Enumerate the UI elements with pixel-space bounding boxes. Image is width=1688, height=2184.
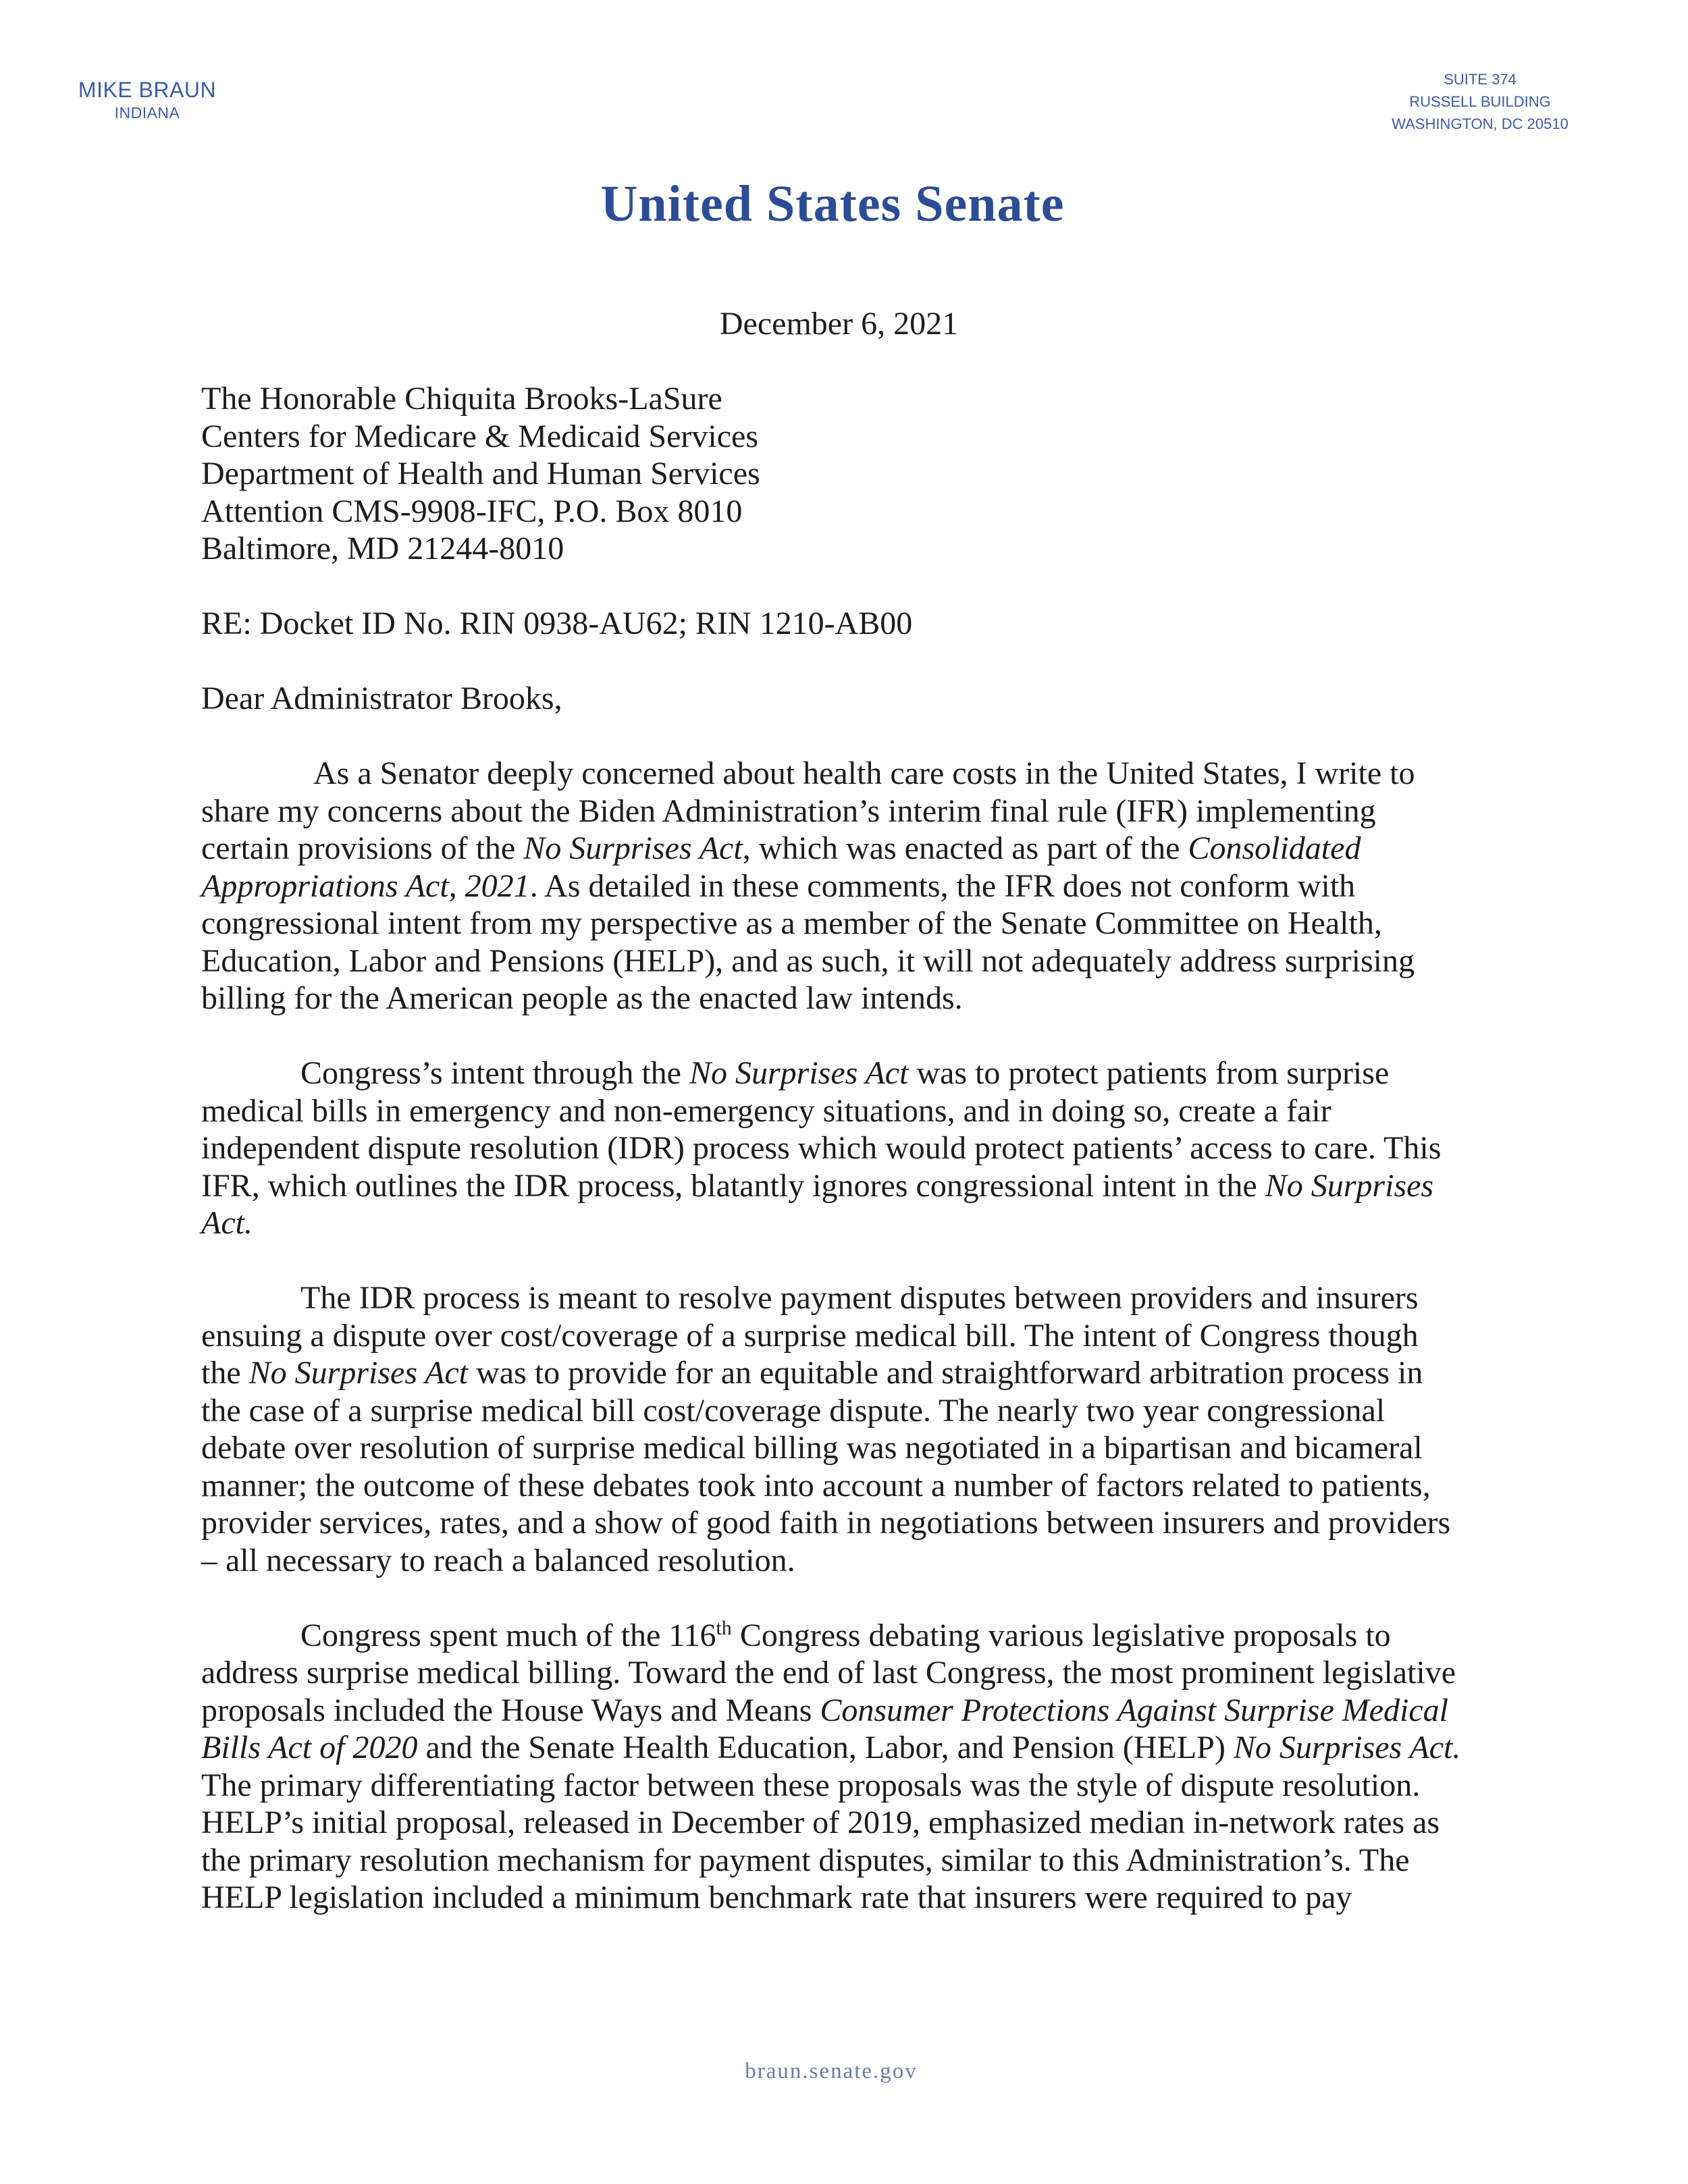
italic-text: No Surprises: [1265, 1167, 1434, 1204]
text-run: medical bills in emergency and non-emergency situations, and in doing so, create a fair: [201, 1092, 1331, 1129]
text-run: debate over resolution of surprise medical billing was negotiated in a bipartisan and bicameral: [201, 1430, 1423, 1466]
paragraph-line: [201, 1879, 1492, 1917]
paragraph-line: [201, 905, 1492, 942]
paragraph-line: [201, 1317, 1492, 1355]
text-run: provider services, rates, and a show of good faith in negotiations between insurers and providers: [201, 1505, 1451, 1541]
text-run: HELP legislation included a minimum benchmark rate that insurers were required to pay: [201, 1880, 1352, 1915]
text-run: independent dispute resolution (IDR) process which would protect patients’ access to care. This: [201, 1130, 1442, 1166]
text-run: was to provide for an equitable and straightforward arbitration process in: [468, 1355, 1423, 1391]
text-run: certain provisions of the: [201, 830, 524, 866]
text-run: billing for the American people as the enacted law intends.: [201, 980, 963, 1016]
text-run: ensuing a dispute over cost/coverage of a surprise medical bill. The intent of Congress though: [201, 1317, 1419, 1354]
italic-text: Consumer Protections Against Surprise Medical: [820, 1692, 1449, 1728]
italic-text: Consolidated: [1188, 830, 1361, 866]
recipient-line: Baltimore, MD 21244-8010: [201, 531, 564, 566]
italic-text: No Surprises Act: [689, 1055, 909, 1091]
paragraph-line: [201, 1504, 1492, 1542]
text-run: The IDR process is meant to resolve payment disputes between providers and insurers: [300, 1280, 1419, 1316]
body-paragraph: [201, 1055, 1492, 1242]
text-run: Education, Labor and Pensions (HELP), and as such, it will not adequately address surprising: [201, 942, 1415, 979]
paragraph-line: [201, 942, 1492, 980]
paragraph-line: [201, 1129, 1492, 1167]
letter-date: [201, 305, 1492, 343]
paragraph-line: [201, 1729, 1492, 1767]
italic-text: Act.: [201, 1205, 253, 1241]
italic-text: Appropriations Act, 2021: [201, 868, 530, 904]
recipient-line: Attention CMS-9908-IFC, P.O. Box 8010: [201, 493, 743, 529]
senator-letterhead: [68, 78, 227, 124]
body-paragraph: [201, 1617, 1492, 1917]
letter-body: [201, 305, 1492, 1954]
text-run: – all necessary to reach a balanced resolution.: [201, 1542, 795, 1578]
text-run: the: [201, 1355, 249, 1391]
footer-website: braun.senate.gov: [745, 2059, 918, 2083]
text-run: address surprise medical billing. Toward the end of last Congress, the most prominent legislative: [201, 1655, 1456, 1690]
text-run: As a Senator deeply concerned about health care costs in the United States, I write to: [313, 755, 1415, 791]
text-run: congressional intent from my perspective as a member of the Senate Committee on Health,: [201, 905, 1382, 941]
superscript-text: th: [716, 1616, 732, 1639]
paragraph-line: [201, 1055, 1492, 1092]
paragraph-line: [201, 1804, 1492, 1842]
text-run: proposals included the House Ways and Means: [201, 1692, 820, 1728]
paragraph-line: [201, 1542, 1492, 1580]
paragraph-line: [201, 1429, 1492, 1467]
paragraph-line: [201, 793, 1492, 830]
office-address-line: WASHINGTON, DC 20510: [1392, 115, 1568, 132]
text-run: IFR, which outlines the IDR process, blatantly ignores congressional intent in the: [201, 1167, 1265, 1204]
recipient-line: Department of Health and Human Services: [201, 456, 760, 491]
text-run: The primary differentiating factor between these proposals was the style of dispute resolution.: [201, 1767, 1421, 1803]
text-run: the primary resolution mechanism for payment disputes, similar to this Administration’s. The: [201, 1842, 1410, 1878]
text-run: was to protect patients from surprise: [908, 1055, 1390, 1091]
paragraph-line: [201, 1392, 1492, 1430]
italic-text: No Surprises Act: [523, 830, 743, 866]
paragraph-line: [201, 1354, 1492, 1392]
salutation-text: Dear Administrator Brooks,: [201, 681, 562, 716]
paragraph-line: [201, 1654, 1492, 1692]
paragraph-line: [201, 1167, 1492, 1205]
text-run: Congress debating various legislative proposals to: [731, 1617, 1391, 1653]
senator-state: INDIANA: [114, 104, 180, 122]
paragraph-line: [201, 1279, 1492, 1317]
paragraph-line: [201, 980, 1492, 1017]
italic-text: Bills Act of 2020: [201, 1730, 418, 1765]
text-run: . As detailed in these comments, the IFR does not conform with: [529, 868, 1356, 904]
recipient-line: Centers for Medicare & Medicaid Services: [201, 418, 759, 454]
paragraph-line: [201, 755, 1492, 793]
office-address-line: RUSSELL BUILDING: [1409, 93, 1551, 110]
text-run: the case of a surprise medical bill cost/coverage dispute. The nearly two year congressional: [201, 1392, 1386, 1429]
institution-title: United States Senate: [600, 176, 1065, 232]
recipient-line: The Honorable Chiquita Brooks-LaSure: [201, 381, 722, 417]
text-run: HELP’s initial proposal, released in December of 2019, emphasized median in-network rates as: [201, 1805, 1440, 1840]
paragraph-line: [201, 1842, 1492, 1880]
recipient-address: [201, 380, 1492, 568]
text-run: , which was enacted as part of the: [742, 830, 1188, 866]
body-paragraph: [201, 755, 1492, 1017]
text-run: share my concerns about the Biden Administration’s interim final rule (IFR) implementing: [201, 793, 1376, 829]
paragraph-line: [201, 1467, 1492, 1505]
office-address-line: SUITE 374: [1444, 71, 1516, 88]
text-run: and the Senate Health Education, Labor, and Pension (HELP): [417, 1730, 1234, 1765]
paragraph-line: [201, 1767, 1492, 1805]
body-paragraphs: [201, 755, 1492, 1917]
subject-text: RE: Docket ID No. RIN 0938-AU62; RIN 1210-AB00: [201, 606, 913, 641]
subject-line: [201, 605, 1492, 643]
paragraph-line: [201, 830, 1492, 868]
paragraph-line: [201, 1617, 1492, 1655]
salutation: [201, 680, 1492, 718]
text-run: Congress spent much of the 116: [300, 1617, 716, 1653]
paragraph-line: [201, 1092, 1492, 1130]
text-run: Congress’s intent through the: [300, 1055, 689, 1091]
paragraph-line: [201, 1692, 1492, 1730]
italic-text: No Surprises Act: [248, 1355, 469, 1391]
senator-name: MIKE BRAUN: [78, 78, 217, 102]
body-paragraph: [201, 1279, 1492, 1579]
paragraph-line: [201, 868, 1492, 905]
date-text: December 6, 2021: [719, 306, 959, 342]
italic-text: No Surprises Act.: [1233, 1730, 1461, 1765]
paragraph-line: [201, 1204, 1492, 1242]
office-address: [1372, 68, 1588, 135]
text-run: manner; the outcome of these debates took into account a number of factors related to patients,: [201, 1467, 1431, 1503]
